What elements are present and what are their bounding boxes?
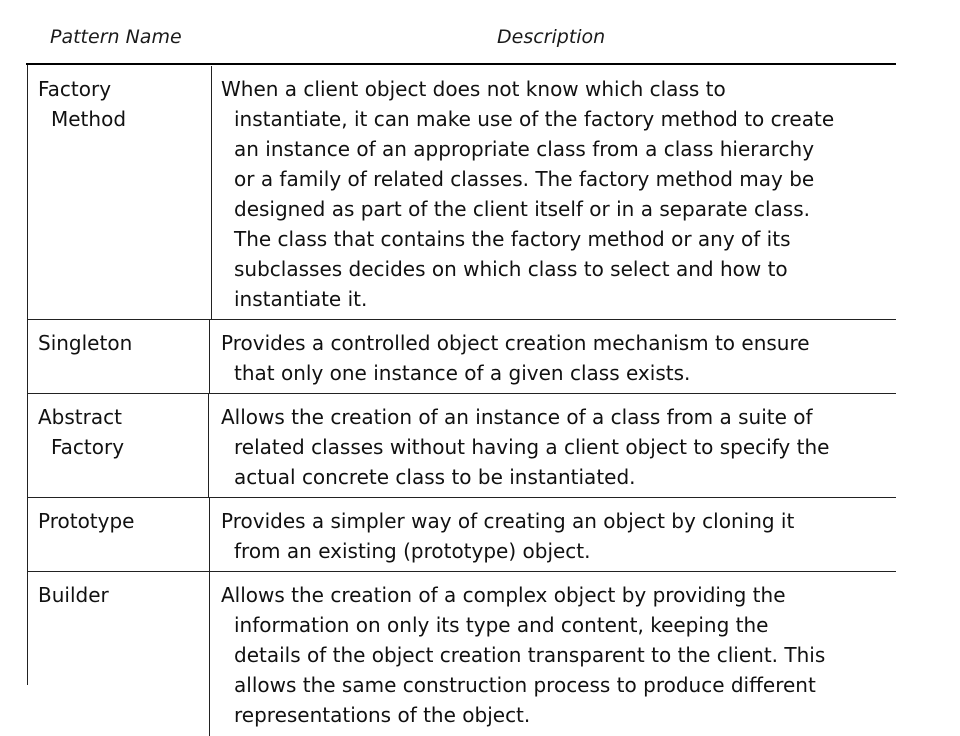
pattern-name — [38, 402, 208, 462]
description-line: representations of the object. — [234, 703, 531, 727]
pattern-name-line: Singleton — [38, 331, 133, 355]
description-line: Allows the creation of an instance of a class from a suite of — [221, 405, 813, 429]
description-line: subclasses decides on which class to select and how to — [234, 257, 788, 281]
description-line: an instance of an appropriate class from a class hierarchy — [234, 137, 815, 161]
pattern-name-line: Method — [51, 107, 127, 131]
description-line: The class that contains the factory method or any of its — [234, 227, 791, 251]
pattern-description — [221, 74, 896, 314]
pattern-name-line: Builder — [38, 583, 109, 607]
description-line: instantiate, it can make use of the factory method to create — [234, 107, 835, 131]
column-divider — [209, 498, 210, 572]
pattern-name-line: Abstract — [38, 405, 122, 429]
column-divider — [209, 320, 210, 394]
table-row — [28, 394, 896, 498]
description-line: When a client object does not know which class to — [221, 77, 726, 101]
pattern-name — [38, 74, 208, 134]
description-line: designed as part of the client itself or in a separate class. — [234, 197, 810, 221]
description-line: details of the object creation transparent to the client. This — [234, 643, 826, 667]
description-line: instantiate it. — [234, 287, 368, 311]
description-line: Provides a simpler way of creating an object by cloning it — [221, 509, 795, 533]
table-row — [28, 498, 896, 572]
description-line: Provides a controlled object creation mechanism to ensure — [221, 331, 810, 355]
table-row — [28, 572, 896, 736]
description-header: Description — [497, 26, 606, 48]
header-rule — [26, 63, 896, 65]
description-line: Allows the creation of a complex object by providing the — [221, 583, 786, 607]
description-line: actual concrete class to be instantiated. — [234, 465, 636, 489]
description-line: information on only its type and content, keeping the — [234, 613, 769, 637]
pattern-name-header: Pattern Name — [50, 26, 182, 48]
pattern-description — [221, 580, 896, 730]
pattern-description — [221, 402, 896, 492]
column-divider — [209, 572, 210, 736]
pattern-description — [221, 506, 896, 566]
column-divider — [211, 66, 212, 320]
description-line: or a family of related classes. The factory method may be — [234, 167, 815, 191]
pattern-name — [38, 580, 208, 610]
description-line: related classes without having a client object to specify the — [234, 435, 830, 459]
table-row — [28, 66, 896, 320]
pattern-name — [38, 328, 208, 358]
table-header — [0, 26, 960, 56]
description-line: from an existing (prototype) object. — [234, 539, 591, 563]
pattern-name — [38, 506, 208, 536]
pattern-name-line: Prototype — [38, 509, 135, 533]
pattern-name-line: Factory — [51, 435, 125, 459]
description-line: that only one instance of a given class exists. — [234, 361, 691, 385]
table-row — [28, 320, 896, 394]
pattern-description — [221, 328, 896, 388]
column-divider — [208, 394, 209, 498]
description-line: allows the same construction process to produce different — [234, 673, 816, 697]
pattern-name-line: Factory — [38, 77, 112, 101]
